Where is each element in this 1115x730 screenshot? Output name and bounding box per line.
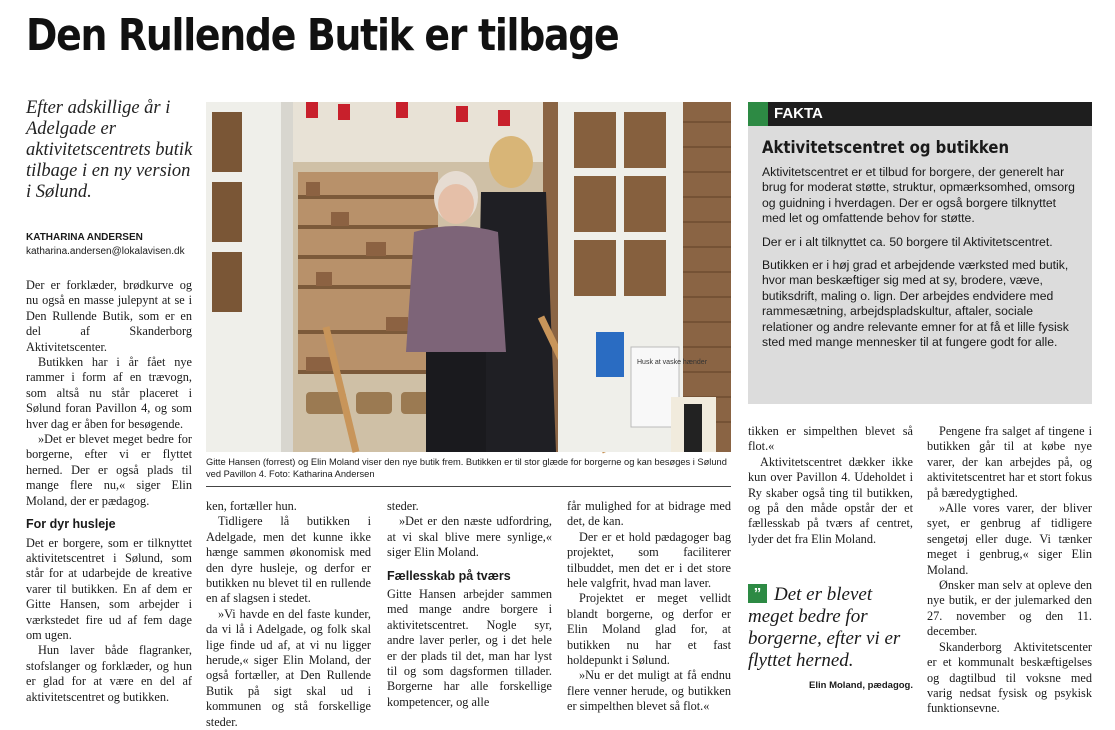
subheading: Fællesskab på tværs [387,568,511,583]
paragraph: tikken er simpelthen blevet så flot.« [748,424,913,454]
paragraph: ken, fortæller hun. [206,499,297,513]
pull-quote-text: Det er blevet meget bedre for borgerne, efter vi er flyttet herned. [748,584,901,671]
headline: Den Rullende Butik er tilbage [26,10,619,61]
fakta-paragraph: Butikken er i høj grad et arbejdende værksted med butik, hvor man beskæftiger sig med at sy, brodere, væve, butiksdrift, maling o. lign. Der arbejdes endvidere med rammesætning, arbejdspladskultur, aftaler, sociale relationer og andre relevante emner for at få et lille fysisk sted med mange mennesker til at fungere godt for alle. [762,258,1069,350]
article-column-2 [206,499,371,729]
paragraph: Skanderborg Aktivitetscenter er et kommunalt beskæftigelses og dagtilbud til voksne med varig nedsat fysisk og psykisk funktionsevne. [927,639,1092,716]
fakta-tab [748,102,1092,126]
caption-divider [206,486,731,487]
paragraph: »Nu er det muligt at få endnu flere venner herude, og butikken er simpelthen blevet så flot.« [567,668,731,714]
paragraph: får mulighed for at bidrage med det, de kan. [567,499,731,529]
pull-quote-attribution: Elin Moland, pædagog. [809,680,913,691]
paragraph: »Alle vores varer, der bliver syet, er genbrug af tidligere sengetøj eller duge. Vi tænker meget i genbrug,« siger Elin Moland. [927,501,1092,577]
paragraph: Pengene fra salget af tingene i butikken går til at købe nye varer, der kan arbejdes på, og aktivitetscentret har et stort fokus på bæredygtighed. [927,424,1092,500]
paragraph: Der er forklæder, brødkurve og nu også en masse julepynt at se i Den Rullende Butik, som er en del af Skanderborg Aktivitetscenter. [26,278,192,354]
article-column-5 [748,424,913,574]
article-column-3 [387,499,552,709]
door-sign-text: Husk at vaske hænder [637,359,708,366]
fakta-paragraph: Der er i alt tilknyttet ca. 50 borgere til Aktivitetscentret. [762,234,1053,249]
fakta-paragraph: Aktivitetscentret er et tilbud for borgere, der generelt har brug for moderat støtte, struktur, opmærksomhed, omsorg og guidning i hverdagen. Der er også borgere tilknyttet med let og omfattende behov for støtte. [762,165,1075,226]
fakta-body [762,165,1078,350]
paragraph: Ønsker man selv at opleve den nye butik, er der julemarked den 27. november og den 11. december. [927,578,1092,639]
article-column-4 [567,499,731,714]
paragraph: Butikken har i år fået nye rammer i form af en trævogn, som altså nu står placeret i Sølund foran Pavillon 4, og som hver dag er åben for besøgende. [26,355,192,431]
fakta-box [748,102,1092,404]
paragraph: Gitte Hansen arbejder sammen med mange andre borgere i aktivitetscentret. Nogle syr, andre laver perler, og i det hele er der plads til det, man har lyst til og som dagsformen tillader. Borgerne har alle forskellige kompetencer, og alle [387,587,552,709]
photo-illustration [206,102,731,452]
fakta-tab-accent [748,102,768,126]
paragraph: »Vi havde en del faste kunder, da vi lå i Adelgade, og folk skal lige finde ud af, at vi nu ligger herude,« siger Elin Moland, der også fortæller, at Den Rullende Butik på sigt skal ud i kommunen og stå forskellige steder. [206,606,371,729]
byline-name: KATHARINA ANDERSEN [26,232,143,243]
pull-quote [748,580,913,700]
fakta-tab-label: FAKTA [774,105,823,122]
article-deck: Efter adskillige år i Adelgade er aktivitetscentrets butik tilbage i en ny version i Sølund. [26,98,193,202]
paragraph: steder. [387,499,419,513]
paragraph: »Det er blevet meget bedre for borgerne, efter vi er flyttet herned. Der er også plads til mange flere nu,« siger Elin Moland, der er pædagog. [26,432,192,508]
article-photo [206,102,731,452]
paragraph: Projektet er meget vellidt blandt borgerne, og derfor er Elin Moland glad for, at butikken nu har et fast holdepunkt i Sølund. [567,591,731,668]
byline-email[interactable]: katharina.andersen@lokalavisen.dk [26,246,185,257]
paragraph: Der er et hold pædagoger bag projektet, som faciliterer tilbuddet, men det er i det store hele valgfrit, hvad man laver. [567,529,731,591]
fakta-title: Aktivitetscentret og butikken [762,138,1010,157]
paragraph: Det er borgere, som er tilknyttet aktivitetscentret i Sølund, som står for at udarbejde de kreative varer til butikken. En af dem er Gitte Hansen, som arbejder i værkstedet fire ud af fem dage om ugen. [26,535,192,642]
quote-mark-icon: ” [748,584,767,603]
subheading: For dyr husleje [26,517,116,532]
photo-caption: Gitte Hansen (forrest) og Elin Moland viser den nye butik frem. Butikken er til stor glæde for borgerne og kan besøges i Sølund ved Pavillon 4. Foto: Katharina Andersen [206,457,727,479]
article-column-6 [927,424,1092,716]
paragraph: Tidligere lå butikken i Adelgade, men det kunne ikke hænge sammen økonomisk med den dyre husleje, og derfor er butikken nu blevet til en rullende en af slagsen i stedet. [206,514,371,606]
article-column-1 [26,278,192,705]
paragraph: »Det er den næste udfordring, at vi skal blive mere synlige,« siger Elin Moland. [387,514,552,560]
paragraph: Hun laver både flagranker, stofslanger og forklæder, og hun er glad for at være en del af aktivitetscentret og butikken. [26,643,192,704]
paragraph: Aktivitetscentret dækker ikke kun over Pavillon 4. Udeholdet i Ry skaber også ting til butikken, og på den måde opstår der et fællesskab på tværs af centret, lyder det fra Elin Moland. [748,454,913,546]
